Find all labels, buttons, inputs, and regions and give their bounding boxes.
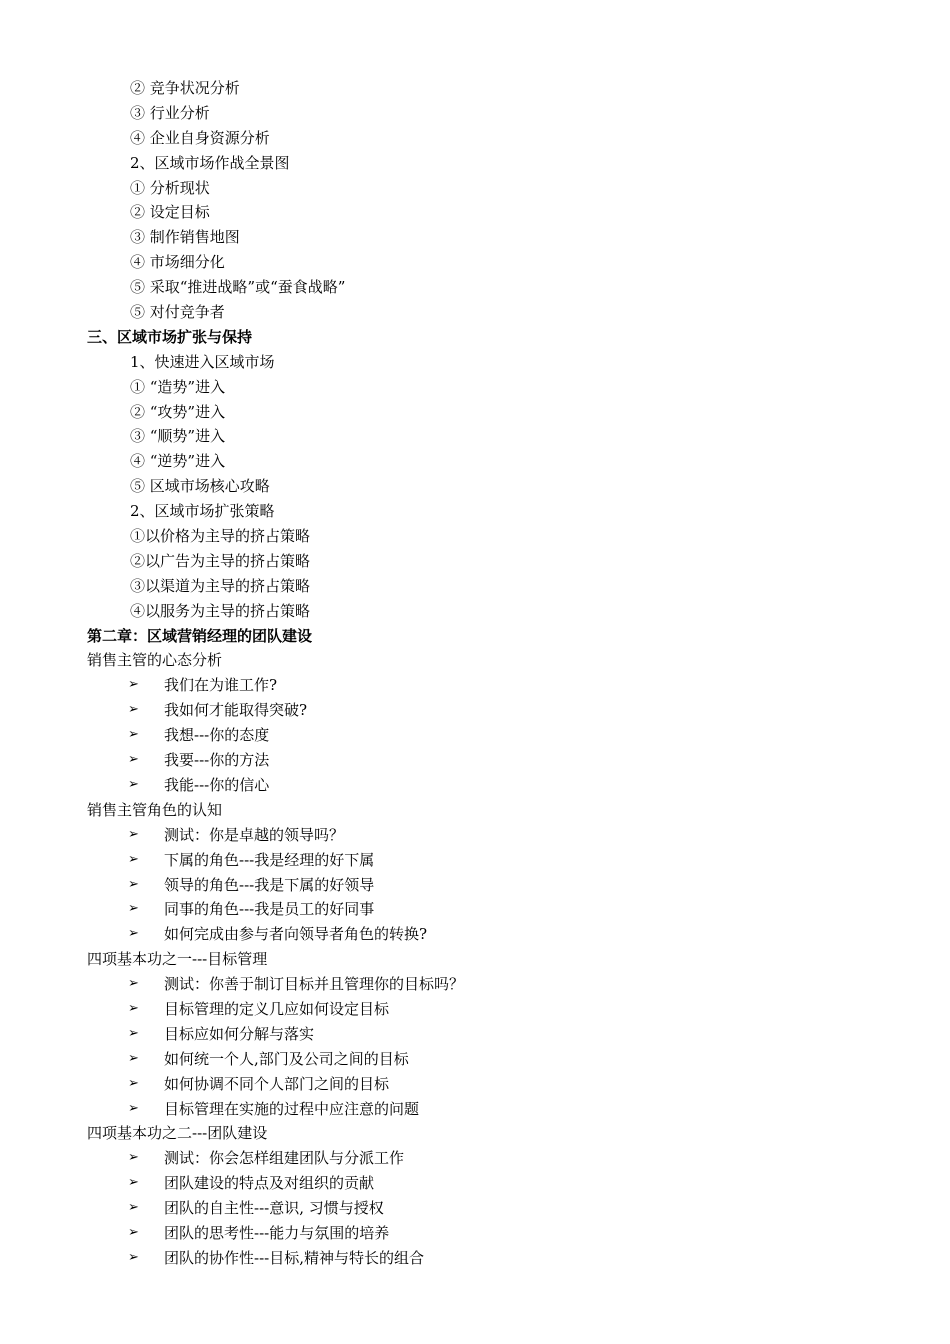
numbered-item bbox=[0, 424, 950, 449]
arrow-bullet-icon: ➢ bbox=[128, 1175, 139, 1191]
line-text: ④ 企业自身资源分析 bbox=[130, 128, 270, 147]
line-text: 四项基本功之一---目标管理 bbox=[87, 950, 268, 969]
arrow-bullet-icon: ➢ bbox=[128, 776, 139, 792]
line-text: 2、区域市场扩张策略 bbox=[130, 502, 275, 521]
bullet-item bbox=[0, 997, 950, 1022]
numbered-item bbox=[0, 375, 950, 400]
numbered-item bbox=[0, 524, 950, 549]
line-text: ⑤ 区域市场核心攻略 bbox=[130, 477, 270, 496]
subsection-title bbox=[0, 648, 950, 673]
line-text: ④ “逆势”进入 bbox=[130, 452, 226, 471]
bullet-item bbox=[0, 748, 950, 773]
numbered-item bbox=[0, 350, 950, 375]
line-text: 2、区域市场作战全景图 bbox=[130, 153, 290, 172]
numbered-item bbox=[0, 275, 950, 300]
line-text: 销售主管角色的认知 bbox=[87, 800, 223, 819]
line-text: 我能---你的信心 bbox=[164, 775, 270, 794]
line-text: 三、区域市场扩张与保持 bbox=[87, 327, 253, 346]
bullet-item bbox=[0, 673, 950, 698]
numbered-item bbox=[0, 76, 950, 101]
arrow-bullet-icon: ➢ bbox=[128, 1100, 139, 1116]
line-text: ③ 行业分析 bbox=[130, 103, 210, 122]
document-body bbox=[0, 76, 950, 1271]
line-text: 测试：你是卓越的领导吗？ bbox=[164, 825, 345, 844]
arrow-bullet-icon: ➢ bbox=[128, 1050, 139, 1066]
line-text: 同事的角色---我是员工的好同事 bbox=[164, 900, 375, 919]
line-text: 如何完成由参与者向领导者角色的转换? bbox=[164, 925, 428, 944]
arrow-bullet-icon: ➢ bbox=[128, 1000, 139, 1016]
numbered-item bbox=[0, 599, 950, 624]
arrow-bullet-icon: ➢ bbox=[128, 677, 139, 693]
bullet-item bbox=[0, 897, 950, 922]
bullet-item bbox=[0, 823, 950, 848]
bullet-item bbox=[0, 1246, 950, 1271]
bullet-item bbox=[0, 1047, 950, 1072]
line-text: 1、快速进入区域市场 bbox=[130, 352, 275, 371]
bullet-item bbox=[0, 922, 950, 947]
numbered-item bbox=[0, 574, 950, 599]
line-text: ② 竞争状况分析 bbox=[130, 79, 240, 97]
arrow-bullet-icon: ➢ bbox=[128, 876, 139, 892]
numbered-item bbox=[0, 200, 950, 225]
numbered-item bbox=[0, 176, 950, 201]
bullet-item bbox=[0, 723, 950, 748]
line-text: ③以渠道为主导的挤占策略 bbox=[130, 576, 311, 595]
line-text: ⑤ 采取“推进战略”或“蚕食战略” bbox=[130, 278, 346, 297]
line-text: 团队的自主性---意识, 习惯与授权 bbox=[164, 1199, 384, 1218]
line-text: 目标应如何分解与落实 bbox=[164, 1024, 315, 1043]
line-text: 目标管理的定义几应如何设定目标 bbox=[164, 999, 390, 1018]
arrow-bullet-icon: ➢ bbox=[128, 901, 139, 917]
bullet-item bbox=[0, 873, 950, 898]
numbered-item bbox=[0, 151, 950, 176]
bullet-item bbox=[0, 698, 950, 723]
line-text: ③ “顺势”进入 bbox=[130, 427, 226, 446]
section-heading bbox=[0, 325, 950, 350]
line-text: ⑤ 对付竞争者 bbox=[130, 303, 225, 322]
line-text: 我们在为谁工作? bbox=[164, 676, 278, 695]
arrow-bullet-icon: ➢ bbox=[128, 976, 139, 992]
arrow-bullet-icon: ➢ bbox=[128, 926, 139, 942]
bullet-item bbox=[0, 1221, 950, 1246]
arrow-bullet-icon: ➢ bbox=[128, 727, 139, 743]
line-text: 测试：你会怎样组建团队与分派工作 bbox=[164, 1149, 405, 1168]
bullet-item bbox=[0, 848, 950, 873]
bullet-item bbox=[0, 1022, 950, 1047]
subsection-title bbox=[0, 947, 950, 972]
line-text: 下属的角色---我是经理的好下属 bbox=[164, 850, 375, 869]
bullet-item bbox=[0, 1171, 950, 1196]
arrow-bullet-icon: ➢ bbox=[128, 1249, 139, 1265]
arrow-bullet-icon: ➢ bbox=[128, 826, 139, 842]
line-text: 我要---你的方法 bbox=[164, 751, 270, 770]
arrow-bullet-icon: ➢ bbox=[128, 1025, 139, 1041]
numbered-item bbox=[0, 400, 950, 425]
arrow-bullet-icon: ➢ bbox=[128, 1224, 139, 1240]
line-text: ④ 市场细分化 bbox=[130, 253, 225, 272]
numbered-item bbox=[0, 549, 950, 574]
line-text: 目标管理在实施的过程中应注意的问题 bbox=[164, 1099, 420, 1118]
line-text: ④以服务为主导的挤占策略 bbox=[130, 601, 311, 620]
line-text: 如何统一个人,部门及公司之间的目标 bbox=[164, 1049, 409, 1068]
line-text: 测试：你善于制订目标并且管理你的目标吗？ bbox=[164, 975, 465, 994]
numbered-item bbox=[0, 499, 950, 524]
bullet-item bbox=[0, 1146, 950, 1171]
line-text: 四项基本功之二---团队建设 bbox=[87, 1124, 268, 1143]
line-text: 团队的协作性---目标,精神与特长的组合 bbox=[164, 1248, 424, 1267]
arrow-bullet-icon: ➢ bbox=[128, 1075, 139, 1091]
line-text: 领导的角色---我是下属的好领导 bbox=[164, 875, 375, 894]
line-text: 销售主管的心态分析 bbox=[87, 651, 223, 670]
arrow-bullet-icon: ➢ bbox=[128, 1150, 139, 1166]
numbered-item bbox=[0, 449, 950, 474]
line-text: 团队建设的特点及对组织的贡献 bbox=[164, 1174, 375, 1193]
bullet-item bbox=[0, 972, 950, 997]
bullet-item bbox=[0, 1097, 950, 1122]
line-text: 如何协调不同个人部门之间的目标 bbox=[164, 1074, 390, 1093]
section-heading bbox=[0, 624, 950, 649]
line-text: ③ 制作销售地图 bbox=[130, 228, 240, 247]
numbered-item bbox=[0, 225, 950, 250]
line-text: ① “造势”进入 bbox=[130, 377, 226, 396]
arrow-bullet-icon: ➢ bbox=[128, 752, 139, 768]
line-text: ①以价格为主导的挤占策略 bbox=[130, 527, 311, 546]
subsection-title bbox=[0, 1121, 950, 1146]
line-text: ②以广告为主导的挤占策略 bbox=[130, 551, 311, 570]
line-text: 第二章：区域营销经理的团队建设 bbox=[87, 626, 313, 645]
line-text: ① 分析现状 bbox=[130, 178, 210, 197]
numbered-item bbox=[0, 101, 950, 126]
line-text: 我想---你的态度 bbox=[164, 726, 270, 745]
bullet-item bbox=[0, 773, 950, 798]
line-text: 我如何才能取得突破? bbox=[164, 701, 308, 720]
subsection-title bbox=[0, 798, 950, 823]
bullet-item bbox=[0, 1072, 950, 1097]
numbered-item bbox=[0, 474, 950, 499]
line-text: ② “攻势”进入 bbox=[130, 402, 226, 421]
line-text: ② 设定目标 bbox=[130, 203, 210, 222]
arrow-bullet-icon: ➢ bbox=[128, 702, 139, 718]
arrow-bullet-icon: ➢ bbox=[128, 1200, 139, 1216]
numbered-item bbox=[0, 250, 950, 275]
numbered-item bbox=[0, 300, 950, 325]
line-text: 团队的思考性---能力与氛围的培养 bbox=[164, 1223, 390, 1242]
numbered-item bbox=[0, 126, 950, 151]
arrow-bullet-icon: ➢ bbox=[128, 851, 139, 867]
bullet-item bbox=[0, 1196, 950, 1221]
